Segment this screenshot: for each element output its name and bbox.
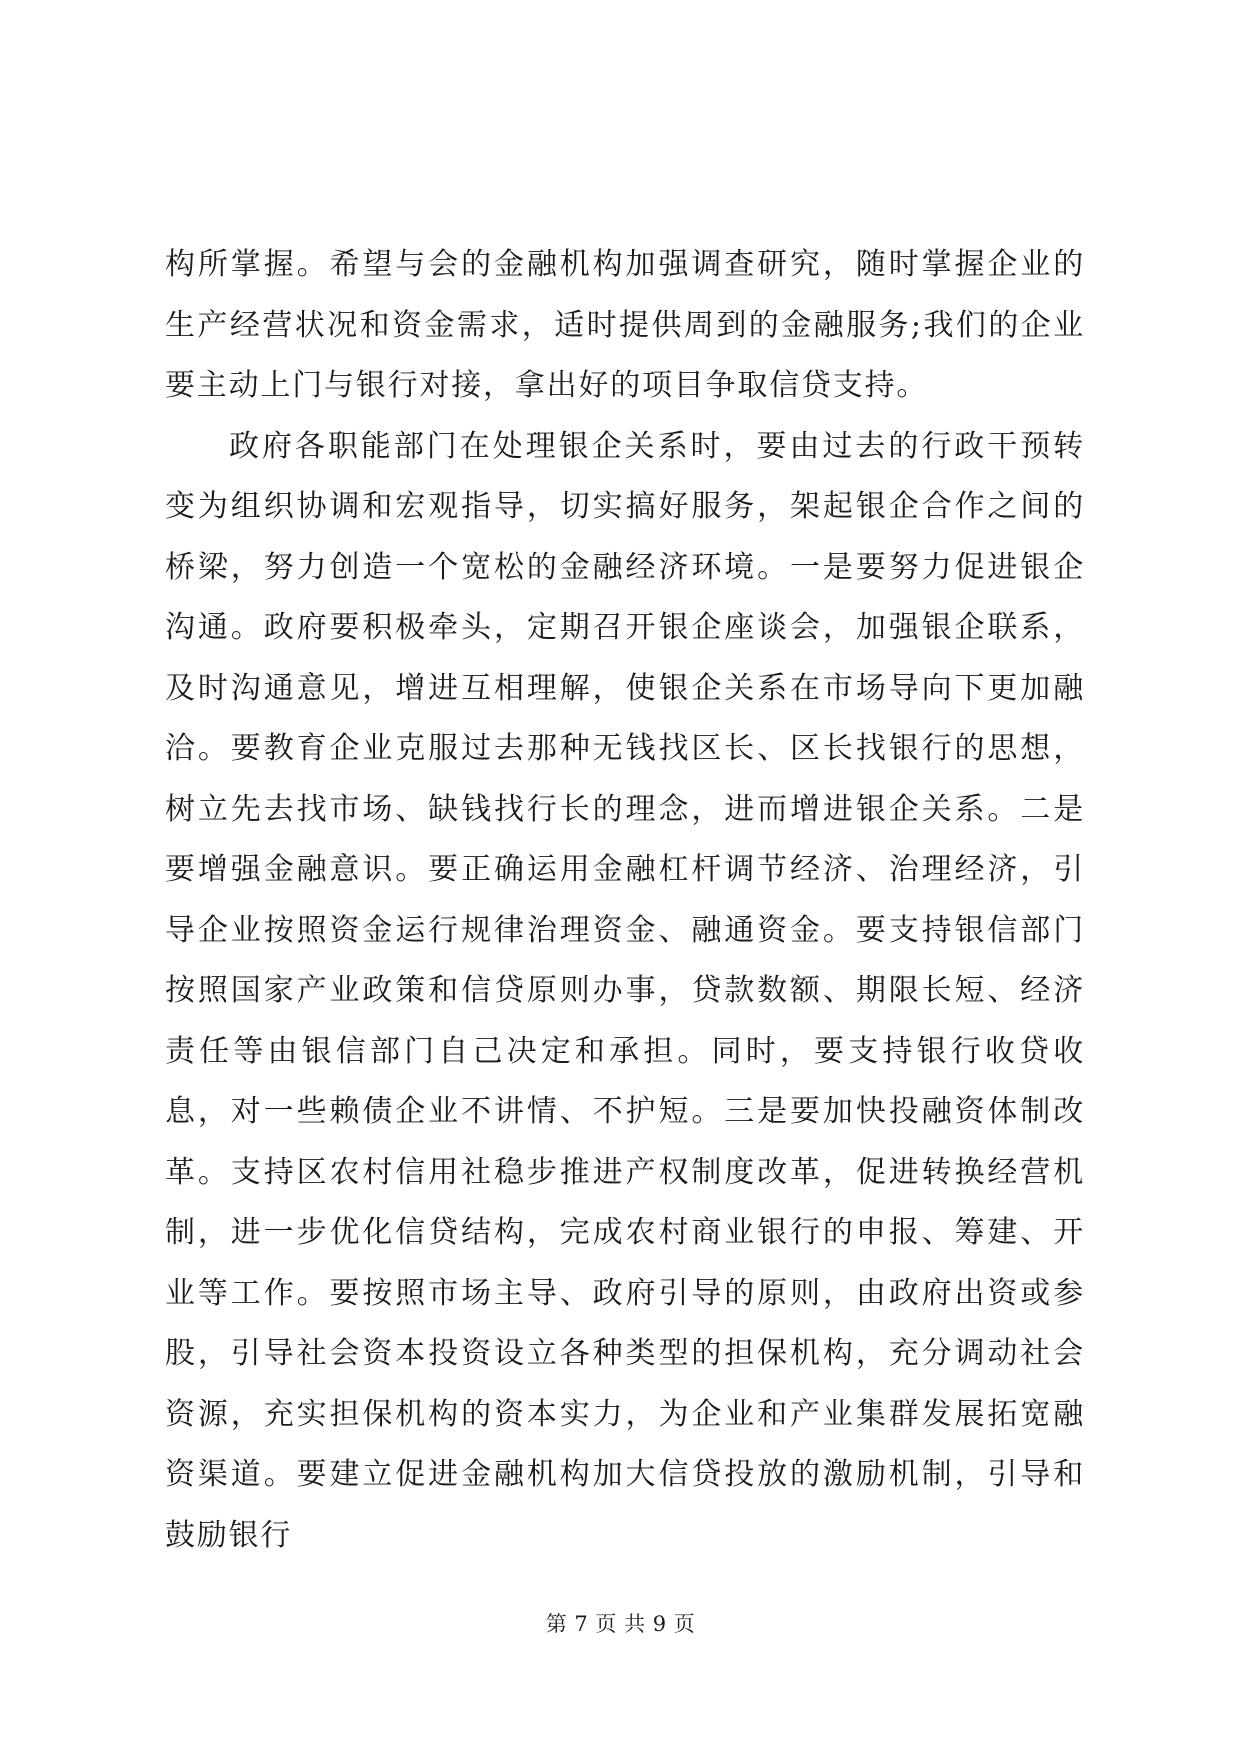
page-number: 第 7 页 共 9 页	[545, 1612, 696, 1636]
document-body	[165, 235, 1085, 1566]
page-footer	[0, 1608, 1241, 1638]
paragraph-1: 构所掌握。希望与会的金融机构加强调查研究，随时掌握企业的生产经营状况和资金需求，适时提供周到的金融服务;我们的企业要主动上门与银行对接，拿出好的项目争取信贷支持。	[165, 247, 1085, 403]
paragraph-2: 政府各职能部门在处理银企关系时，要由过去的行政干预转变为组织协调和宏观指导，切实搞好服务，架起银企合作之间的桥梁，努力创造一个宽松的金融经济环境。一是要努力促进银企沟通。政府要积极牵头，定期召开银企座谈会，加强银企联系，及时沟通意见，增进互相理解，使银企关系在市场导向下更加融洽。要教育企业克服过去那种无钱找区长、区长找银行的思想，树立先去找市场、缺钱找行长的理念，进而增进银企关系。二是要增强金融意识。要正确运用金融杠杆调节经济、治理经济，引导企业按照资金运行规律治理资金、融通资金。要支持银信部门按照国家产业政策和信贷原则办事，贷款数额、期限长短、经济责任等由银信部门自己决定和承担。同时，要支持银行收贷收息，对一些赖债企业不讲情、不护短。三是要加快投融资体制改革。支持区农村信用社稳步推进产权制度改革，促进转换经营机制，进一步优化信贷结构，完成农村商业银行的申报、筹建、开业等工作。要按照市场主导、政府引导的原则，由政府出资或参股，引导社会资本投资设立各种类型的担保机构，充分调动社会资源，充实担保机构的资本实力，为企业和产业集群发展拓宽融资渠道。要建立促进金融机构加大信贷投放的激励机制，引导和鼓励银行	[165, 428, 1085, 1553]
